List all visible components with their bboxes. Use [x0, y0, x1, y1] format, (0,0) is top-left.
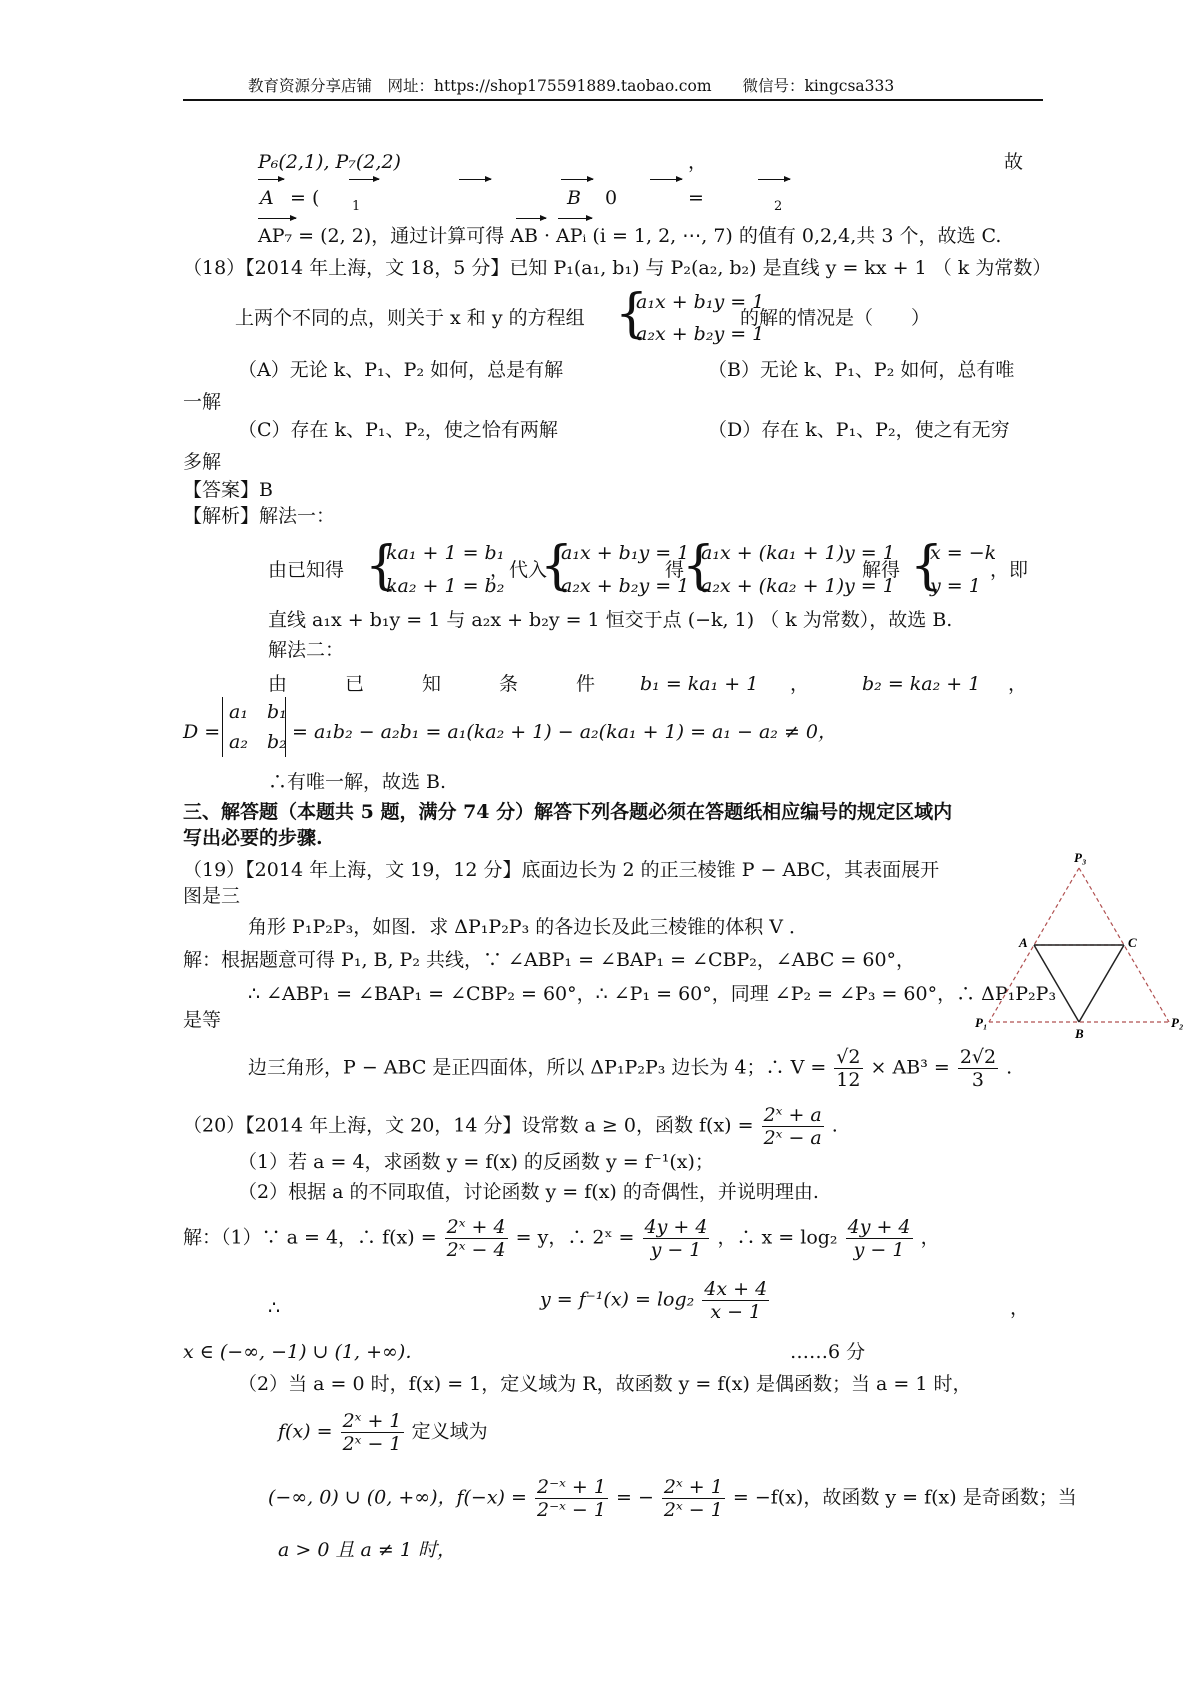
q18-eq1: a₁x + b₁y = 1	[636, 291, 765, 313]
q20-sol1	[183, 1216, 940, 1261]
s1-c: ，∴ x = log₂	[717, 1226, 838, 1249]
vec-arrow	[459, 179, 491, 180]
q17-comma: ，	[688, 151, 708, 173]
det-row: a₂ b₂	[229, 731, 287, 753]
q20-stem	[183, 1104, 838, 1149]
vec-arrow	[258, 179, 284, 180]
s6-a: (−∞, 0) ∪ (0, +∞)，f(−x) =	[268, 1486, 527, 1509]
m2-title: 解法二：	[268, 639, 345, 661]
q20-sol2	[540, 1278, 771, 1323]
m2-b1: b₁ = ka₁ + 1	[640, 673, 759, 695]
q17-paren: = (	[290, 187, 320, 209]
m1-b1: a₁x + b₁y = 1	[561, 542, 690, 564]
s5-pre: f(x) =	[278, 1420, 333, 1443]
m2-comma: ，	[790, 673, 810, 695]
q20-part1: （1）若 a = 4，求函数 y = f(x) 的反函数 y = f⁻¹(x)；	[238, 1151, 714, 1173]
m1-mid1: ，代入	[490, 559, 548, 581]
m2-char: 由	[268, 673, 288, 695]
system-brace: {	[910, 536, 944, 596]
m1-mid2: 得	[665, 559, 685, 581]
s3-domain: x ∈ (−∞, −1) ∪ (1, +∞)．	[183, 1341, 425, 1363]
system-brace: {	[682, 536, 716, 596]
m1-line2: 直线 a₁x + b₁y = 1 与 a₂x + b₂y = 1 恒交于点 (−k, 1) （ k 为常数），故选 B.	[268, 609, 953, 631]
fraction: $\frac{2√2}{3}$	[959, 1046, 997, 1091]
q18-stem2: 上两个不同的点，则关于 x 和 y 的方程组	[235, 307, 585, 329]
m2-char: 件	[576, 673, 596, 695]
q19-stem3: 角形 P₁P₂P₃，如图．求 ΔP₁P₂P₃ 的各边长及此三棱锥的体积 V ．	[248, 916, 809, 938]
m2-b2: b₂ = ka₂ + 1	[862, 673, 981, 695]
q17-points: P₆(2,1), P₇(2,2)	[258, 151, 401, 173]
m1-a1: ka₁ + 1 = b₁	[386, 542, 505, 564]
m2-conclude: ∴有唯一解，故选 B.	[268, 771, 447, 793]
label-b: B	[1075, 1026, 1084, 1040]
q18-eq2: a₂x + b₂y = 1	[636, 323, 765, 345]
q17-sub2: 2	[774, 199, 783, 214]
m1-b2: a₂x + b₂y = 1	[561, 575, 690, 597]
q19-sol4-pre: 边三角形，P − ABC 是正四面体，所以 ΔP₁P₂P₃ 边长为 4；∴ V =	[248, 1056, 827, 1079]
section-title-cont: 写出必要的步骤.	[183, 827, 323, 849]
m2-char: 知	[422, 673, 442, 695]
vec-arrow	[258, 218, 296, 219]
s2-comma: ，	[1010, 1297, 1030, 1319]
m1-pre: 由已知得	[268, 559, 345, 581]
m2-char: 条	[499, 673, 519, 695]
m1-post: ，即	[990, 559, 1029, 581]
q20-stem-end: .	[831, 1114, 838, 1137]
q19-stem2: 图是三	[183, 885, 241, 907]
vec-arrow	[349, 179, 379, 180]
s2-therefore: ∴	[268, 1297, 281, 1319]
s5-post: 定义域为	[411, 1420, 488, 1443]
fraction: $\frac{\text{2⁻ˣ + 1}}{\text{2⁻ˣ − 1}}$	[536, 1476, 606, 1521]
fraction: $\frac{\text{2ˣ + 4}}{\text{2ˣ − 4}}$	[446, 1216, 506, 1261]
q18-option-a: （A）无论 k、P₁、P₂ 如何，总是有解	[238, 359, 564, 381]
m1-c1: a₁x + (ka₁ + 1)y = 1	[701, 542, 895, 564]
q18-option-c: （C）存在 k、P₁、P₂，使之恰有两解	[238, 419, 558, 441]
fraction: $\frac{4y + 4}{y - 1}$	[644, 1216, 708, 1261]
q18-option-b: （B）无论 k、P₁、P₂ 如何，总有唯	[708, 359, 1015, 381]
s1-b: = y，∴ 2ˣ =	[515, 1226, 635, 1249]
q20-sol6	[268, 1476, 1077, 1521]
fraction: $\frac{\text{2ˣ + 1}}{\text{2ˣ − 1}}$	[342, 1410, 402, 1455]
m1-mid3: 解得	[862, 559, 901, 581]
vec-arrow	[561, 179, 593, 180]
m2-char: 已	[345, 673, 365, 695]
fraction: $\frac{\text{2ˣ + 1}}{\text{2ˣ − 1}}$	[663, 1476, 723, 1521]
page-header: 教育资源分享店铺 网址：https://shop175591889.taobao.com 微信号：kingcsa333	[248, 77, 895, 95]
q20-stem-pre: （20）【2014 年上海，文 20，14 分】设常数 a ≥ 0，函数 f(x) =	[183, 1114, 754, 1137]
s6-c: = −f(x)，故函数 y = f(x) 是奇函数；当	[732, 1486, 1077, 1509]
q19-sol4-mid: × AB³ =	[870, 1056, 950, 1079]
label-c: C	[1128, 935, 1137, 950]
q18-option-d: （D）存在 k、P₁、P₂，使之有无穷	[708, 419, 1010, 441]
vec-arrow	[758, 179, 790, 180]
q20-sol5	[278, 1410, 488, 1455]
system-brace: {	[540, 536, 574, 596]
q18-analysis: 【解析】解法一：	[183, 505, 336, 527]
det-row: a₁ b₁	[229, 701, 287, 723]
m2-D: D =	[183, 721, 221, 743]
solid-a-b	[1034, 945, 1079, 1022]
label-p2: P₂	[1171, 1015, 1184, 1030]
m2-comma: ，	[1008, 673, 1028, 695]
section-title: 三、解答题（本题共 5 题，满分 74 分）解答下列各题必须在答题纸相应编号的规定区域内	[183, 801, 953, 823]
q17-sub1: 1	[352, 199, 361, 214]
vec-arrow	[558, 218, 592, 219]
s6-b: = −	[615, 1486, 654, 1509]
q17-conclusion: AP₇ = (2, 2)，通过计算可得 AB · APᵢ (i = 1, 2, ⋯, 7) 的值有 0,2,4,共 3 个，故选 C.	[258, 225, 1002, 247]
q19-sol3: 是等	[183, 1009, 222, 1031]
m1-d2: y = 1	[930, 575, 981, 597]
q20-sol7: a > 0 且 a ≠ 1 时，	[278, 1539, 456, 1561]
label-p3: P₃	[1074, 850, 1087, 865]
determinant	[222, 697, 286, 757]
q18-option-d-cont: 多解	[183, 451, 222, 473]
q17-A: A	[260, 187, 274, 209]
q17-B: B	[567, 187, 581, 209]
q17-eq: =	[688, 187, 704, 209]
fraction: $\frac{4x + 4}{x - 1}$	[704, 1278, 768, 1323]
q18-option-b-cont: 一解	[183, 391, 222, 413]
s1-a: 解：（1）∵ a = 4，∴ f(x) =	[183, 1226, 437, 1249]
vec-arrow	[516, 218, 546, 219]
system-brace: {	[365, 536, 399, 596]
q18-stem2-post: 的解的情况是（ ）	[740, 307, 931, 329]
label-a: A	[1019, 935, 1028, 950]
q18-stem: （18）【2014 年上海，文 18，5 分】已知 P₁(a₁, b₁) 与 P₂(a₂, b₂) 是直线 y = kx + 1 （ k 为常数）	[183, 257, 1052, 279]
q19-sol4	[248, 1046, 1012, 1091]
m1-d1: x = −k	[930, 542, 997, 564]
label-p1: P₁	[975, 1015, 988, 1030]
q18-answer: 【答案】B	[183, 479, 273, 501]
q17-gu: 故	[1004, 151, 1024, 173]
q19-stem: （19）【2014 年上海，文 19，12 分】底面边长为 2 的正三棱锥 P − ABC，其表面展开	[183, 859, 940, 881]
fraction: $\frac{4y + 4}{y - 1}$	[847, 1216, 911, 1261]
q19-sol1: 解：根据题意可得 P₁, B, P₂ 共线，∵ ∠ABP₁ = ∠BAP₁ = ∠CBP₂，∠ABC = 60°，	[183, 949, 916, 971]
s3-score: ……6 分	[790, 1341, 866, 1363]
q19-sol4-end: .	[1006, 1056, 1013, 1079]
q17-zero: 0	[605, 187, 618, 209]
vec-arrow	[650, 179, 682, 180]
q20-part2: （2）根据 a 的不同取值，讨论函数 y = f(x) 的奇偶性，并说明理由.	[238, 1181, 819, 1203]
triangle-figure	[975, 850, 1190, 1040]
q19-sol2: ∴ ∠ABP₁ = ∠BAP₁ = ∠CBP₂ = 60°，∴ ∠P₁ = 60°，同理 ∠P₂ = ∠P₃ = 60°，∴ ΔP₁P₂P₃	[248, 983, 1057, 1005]
s1-d: ，	[920, 1226, 940, 1249]
fraction: $\frac{\text{2ˣ + a}}{\text{2ˣ − a}}$	[763, 1104, 822, 1149]
header-rule	[183, 99, 1043, 101]
m1-a2: ka₂ + 1 = b₂	[386, 575, 505, 597]
fraction: $\frac{√2}{12}$	[836, 1046, 861, 1091]
m2-D-rest: = a₁b₂ − a₂b₁ = a₁(ka₂ + 1) − a₂(ka₁ + 1) = a₁ − a₂ ≠ 0，	[292, 721, 838, 743]
q20-sol4: （2）当 a = 0 时，f(x) = 1，定义域为 R，故函数 y = f(x) 是偶函数；当 a = 1 时，	[238, 1373, 972, 1395]
m1-c2: a₂x + (ka₂ + 1)y = 1	[701, 575, 895, 597]
s2-eq: y = f⁻¹(x) = log₂	[540, 1288, 695, 1311]
system-brace: {	[615, 284, 649, 344]
solid-c-b	[1079, 945, 1124, 1022]
